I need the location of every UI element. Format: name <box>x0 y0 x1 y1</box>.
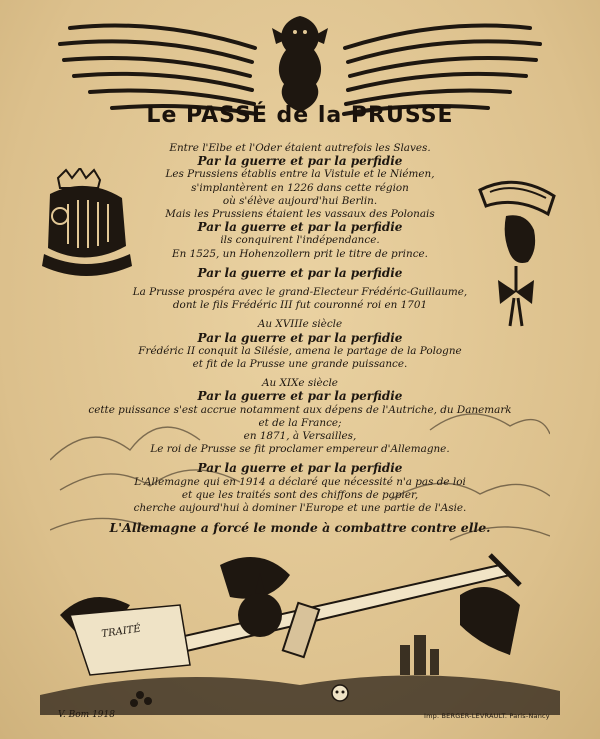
text-line: Au XIXe siècle <box>262 377 338 390</box>
prussian-eagle-icon <box>40 8 560 118</box>
refrain-line: Par la guerre et par la perfidie <box>197 265 403 280</box>
printer-imprint: Imp. BERGER-LEVRAULT. Paris-Nancy <box>424 712 550 720</box>
text-line: Le roi de Prusse se fit proclamer empereur d'Allemagne. <box>150 443 450 456</box>
poster-title: Le PASSÉ de la PRUSSE <box>146 103 454 128</box>
refrain-line: Par la guerre et par la perfidie <box>197 220 403 235</box>
refrain-line: Par la guerre et par la perfidie <box>197 461 403 476</box>
text-line: En 1525, un Hohenzollern prit le titre de prince. <box>172 247 428 260</box>
text-line: Frédéric II conquit la Silésie, amena le partage de la Pologne <box>138 344 462 357</box>
text-line: et que les traités sont des chiffons de papier, <box>181 488 419 501</box>
closing-line: L'Allemagne a forcé le monde à combattre contre elle. <box>109 520 491 536</box>
text-line: où s'élève aujourd'hui Berlin. <box>222 194 378 207</box>
refrain-line: Par la guerre et par la perfidie <box>197 154 403 169</box>
text-line: s'implantèrent en 1226 dans cette région <box>191 181 409 194</box>
battle-scene-illustration <box>40 545 560 715</box>
refrain-line: Par la guerre et par la perfidie <box>197 330 403 345</box>
text-line: Les Prussiens établis entre la Vistule et le Niémen, <box>165 168 435 181</box>
treaty-label: TRAITÉ <box>100 623 142 640</box>
text-line: L'Allemagne qui en 1914 a déclaré que nécessité n'a pas de loi <box>134 475 466 488</box>
text-line: cherche aujourd'hui à dominer l'Europe et une partie de l'Asie. <box>133 502 467 515</box>
refrain-line: Par la guerre et par la perfidie <box>197 389 403 404</box>
text-line: Entre l'Elbe et l'Oder étaient autrefois les Slaves. <box>169 142 431 154</box>
text-line: et fit de la Prusse une grande puissance. <box>192 358 408 371</box>
smoke-cloud-illustration <box>50 390 550 550</box>
text-line: Au XVIIIe siècle <box>257 318 343 331</box>
text-line: Mais les Prussiens étaient les vassaux des Polonais <box>165 208 435 221</box>
text-line: et de la France; <box>258 416 342 429</box>
artist-signature: V. Bom 1918 <box>58 710 115 720</box>
text-line: La Prusse prospéra avec le grand-Electeur Frédéric-Guillaume, <box>132 286 468 299</box>
text-line: en 1871, à Versailles, <box>243 430 357 443</box>
text-line: ils conquirent l'indépendance. <box>220 234 380 247</box>
text-line: cette puissance s'est accrue notamment aux dépens de l'Autriche, du Danemark <box>88 403 512 416</box>
text-line: dont le fils Frédéric III fut couronné roi en 1701 <box>172 299 428 312</box>
